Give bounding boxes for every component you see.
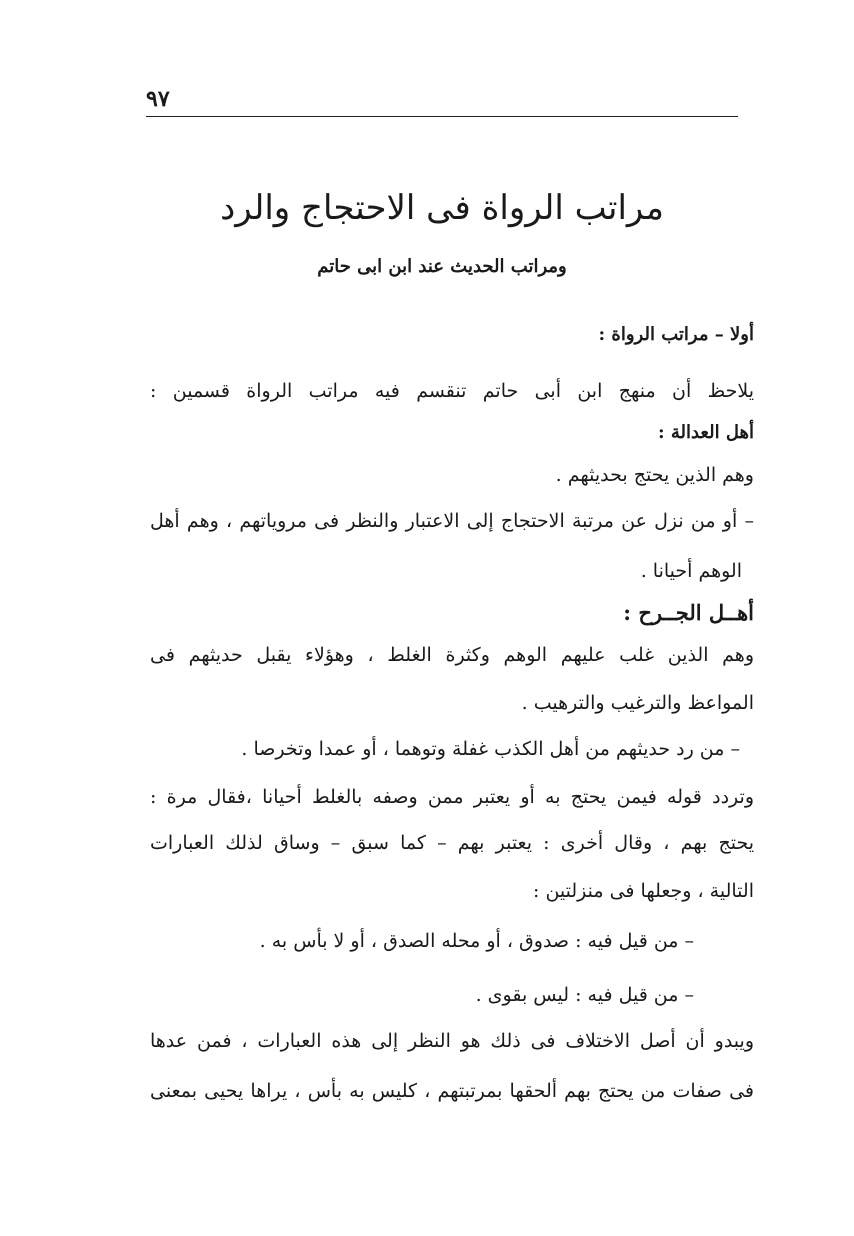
header-rule [146,116,738,117]
paragraph-line: – من رد حديثهم من أهل الكذب غفلة وتوهما ، أو عمدا وتخرصا . [241,738,740,760]
subheading-adala: أهل العدالة : [657,422,754,443]
paragraph-line: – أو من نزل عن مرتبة الاحتجاج إلى الاعتبار والنظر فى مروياتهم ، وهم أهل [150,510,754,532]
subheading-jarh: أهــل الجــرح : [623,600,754,625]
page-title: مراتب الرواة فى الاحتجاج والرد [220,188,664,228]
paragraph-line: فى صفات من يحتج بهم ألحقها بمرتبتهم ، كليس به بأس ، يراها يحيى بمعنى [150,1080,754,1102]
paragraph-line: التالية ، وجعلها فى منزلتين : [533,880,754,902]
paragraph-line: وتردد قوله فيمن يحتج به أو يعتبر ممن وصفه بالغلط أحيانا ،فقال مرة : [150,786,754,808]
section-heading-narrators: أولا – مراتب الرواة : [598,324,754,345]
page-subtitle: ومراتب الحديث عند ابن ابى حاتم [317,256,567,277]
paragraph-line: الوهم أحيانا . [640,560,742,582]
paragraph-line: يحتج بهم ، وقال أخرى : يعتبر بهم – كما سبق – وساق لذلك العبارات [150,832,754,854]
paragraph-line: وهم الذين يحتج بحديثهم . [555,464,754,486]
paragraph-line: ويبدو أن أصل الاختلاف فى ذلك هو النظر إلى هذه العبارات ، فمن عدها [150,1030,754,1052]
list-item: – من قيل فيه : ليس بقوى . [475,984,694,1006]
paragraph-line: وهم الذين غلب عليهم الوهم وكثرة الغلط ، وهؤلاء يقبل حديثهم فى [150,644,754,666]
paragraph-line: المواعظ والترغيب والترهيب . [521,692,754,714]
page-number: ٩٧ [146,86,170,112]
list-item: – من قيل فيه : صدوق ، أو محله الصدق ، أو لا بأس به . [259,930,694,952]
paragraph-line: يلاحظ أن منهج ابن أبى حاتم تنقسم فيه مراتب الرواة قسمين : [150,380,754,402]
